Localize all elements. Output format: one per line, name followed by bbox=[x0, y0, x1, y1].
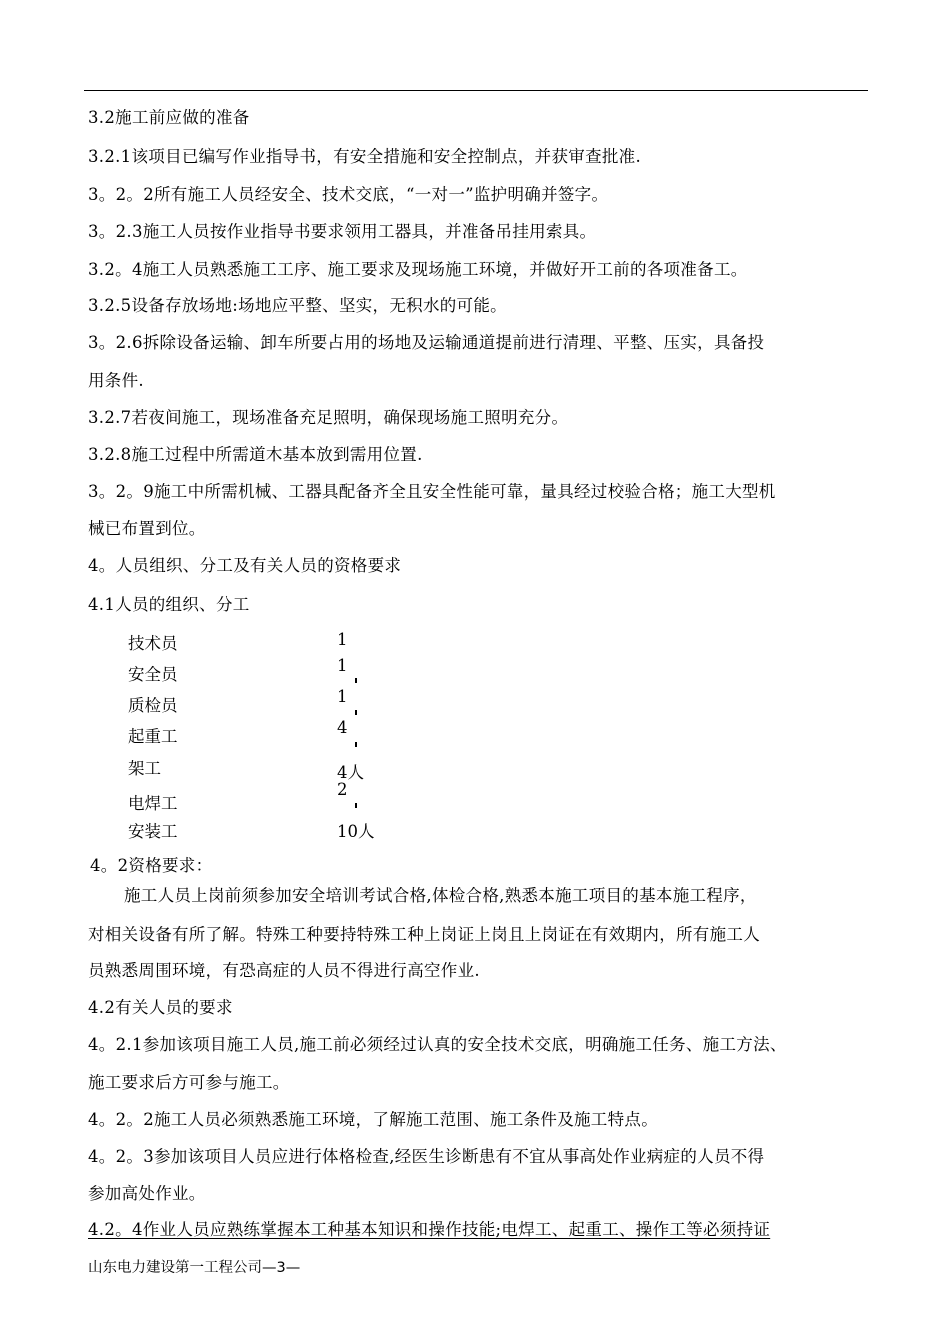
staff-name: 架工 bbox=[128, 759, 161, 778]
paragraph-qualifications: 施工人员上岗前须参加安全培训考试合格,体检合格,熟悉本施工项目的基本施工程序， bbox=[124, 886, 757, 905]
staff-count-mark bbox=[355, 678, 357, 683]
paragraph-4-2-1: 4。2.1参加该项目施工人员,施工前必须经过认真的安全技术交底，明确施工任务、施工方法、 bbox=[88, 1035, 787, 1054]
paragraph-qualifications-cont2: 员熟悉周围环境，有恐高症的人员不得进行高空作业. bbox=[88, 961, 480, 980]
paragraph-3-2-4: 3.2。4施工人员熟悉施工工序、施工要求及现场施工环境，并做好开工前的各项准备工。 bbox=[88, 260, 748, 279]
header-rule bbox=[84, 90, 868, 91]
paragraph-4-2-3: 4。2。3参加该项目人员应进行体格检查,经医生诊断患有不宜从事高处作业病症的人员不得 bbox=[88, 1147, 765, 1166]
staff-name: 起重工 bbox=[128, 727, 178, 746]
paragraph-3-2-6: 3。2.6拆除设备运输、卸车所要占用的场地及运输通道提前进行清理、平整、压实，具备投 bbox=[88, 333, 765, 352]
staff-count: 1 bbox=[337, 656, 348, 675]
heading-4-2-requirements: 4.2有关人员的要求 bbox=[88, 998, 233, 1017]
paragraph-qualifications-cont1: 对相关设备有所了解。特殊工种要持特殊工种上岗证上岗且上岗证在有效期内，所有施工人 bbox=[88, 925, 760, 944]
paragraph-3-2-2: 3。2。2所有施工人员经安全、技术交底，“一对一”监护明确并签字。 bbox=[88, 185, 609, 204]
paragraph-3-2-3: 3。2.3施工人员按作业指导书要求领用工器具，并准备吊挂用索具。 bbox=[88, 222, 597, 241]
staff-name: 技术员 bbox=[128, 634, 178, 653]
paragraph-4-2-4: 4.2。4作业人员应熟练掌握本工种基本知识和操作技能;电焊工、起重工、操作工等必须持证 bbox=[88, 1220, 771, 1239]
paragraph-3-2-1: 3.2.1该项目已编写作业指导书，有安全措施和安全控制点，并获审查批准. bbox=[88, 147, 642, 166]
staff-count-mark bbox=[355, 803, 357, 808]
staff-count: 4 bbox=[337, 718, 348, 737]
heading-3-2: 3.2施工前应做的准备 bbox=[88, 108, 250, 127]
staff-count: 2 bbox=[337, 780, 348, 799]
staff-count: 4人 bbox=[337, 763, 364, 782]
paragraph-4-2-2: 4。2。2施工人员必须熟悉施工环境，了解施工范围、施工条件及施工特点。 bbox=[88, 1110, 658, 1129]
paragraph-3-2-9: 3。2。9施工中所需机械、工器具配备齐全且安全性能可靠，量具经过校验合格；施工大型机 bbox=[88, 482, 776, 501]
paragraph-3-2-7: 3.2.7若夜间施工，现场准备充足照明，确保现场施工照明充分。 bbox=[88, 408, 569, 427]
staff-count-mark bbox=[355, 742, 357, 747]
paragraph-3-2-5: 3.2.5设备存放场地:场地应平整、坚实，无积水的可能。 bbox=[88, 296, 507, 315]
paragraph-4-2-1-cont: 施工要求后方可参与施工。 bbox=[88, 1073, 290, 1092]
heading-4: 4。人员组织、分工及有关人员的资格要求 bbox=[88, 556, 402, 575]
page-footer: 山东电力建设第一工程公司—3— bbox=[88, 1260, 301, 1276]
paragraph-3-2-9-cont: 械已布置到位。 bbox=[88, 519, 206, 538]
staff-name: 安装工 bbox=[128, 822, 178, 841]
staff-count-mark bbox=[355, 710, 357, 715]
staff-count: 1 bbox=[337, 687, 348, 706]
staff-name: 安全员 bbox=[128, 665, 178, 684]
heading-4-2-qualifications: 4。2资格要求： bbox=[90, 856, 213, 875]
paragraph-3-2-6-cont: 用条件. bbox=[88, 371, 144, 390]
staff-count: 1 bbox=[337, 630, 348, 649]
staff-name: 电焊工 bbox=[128, 794, 178, 813]
paragraph-4-2-3-cont: 参加高处作业。 bbox=[88, 1184, 206, 1203]
paragraph-3-2-8: 3.2.8施工过程中所需道木基本放到需用位置. bbox=[88, 445, 423, 464]
heading-4-1: 4.1人员的组织、分工 bbox=[88, 595, 250, 614]
staff-name: 质检员 bbox=[128, 696, 178, 715]
staff-count: 10人 bbox=[337, 822, 375, 841]
